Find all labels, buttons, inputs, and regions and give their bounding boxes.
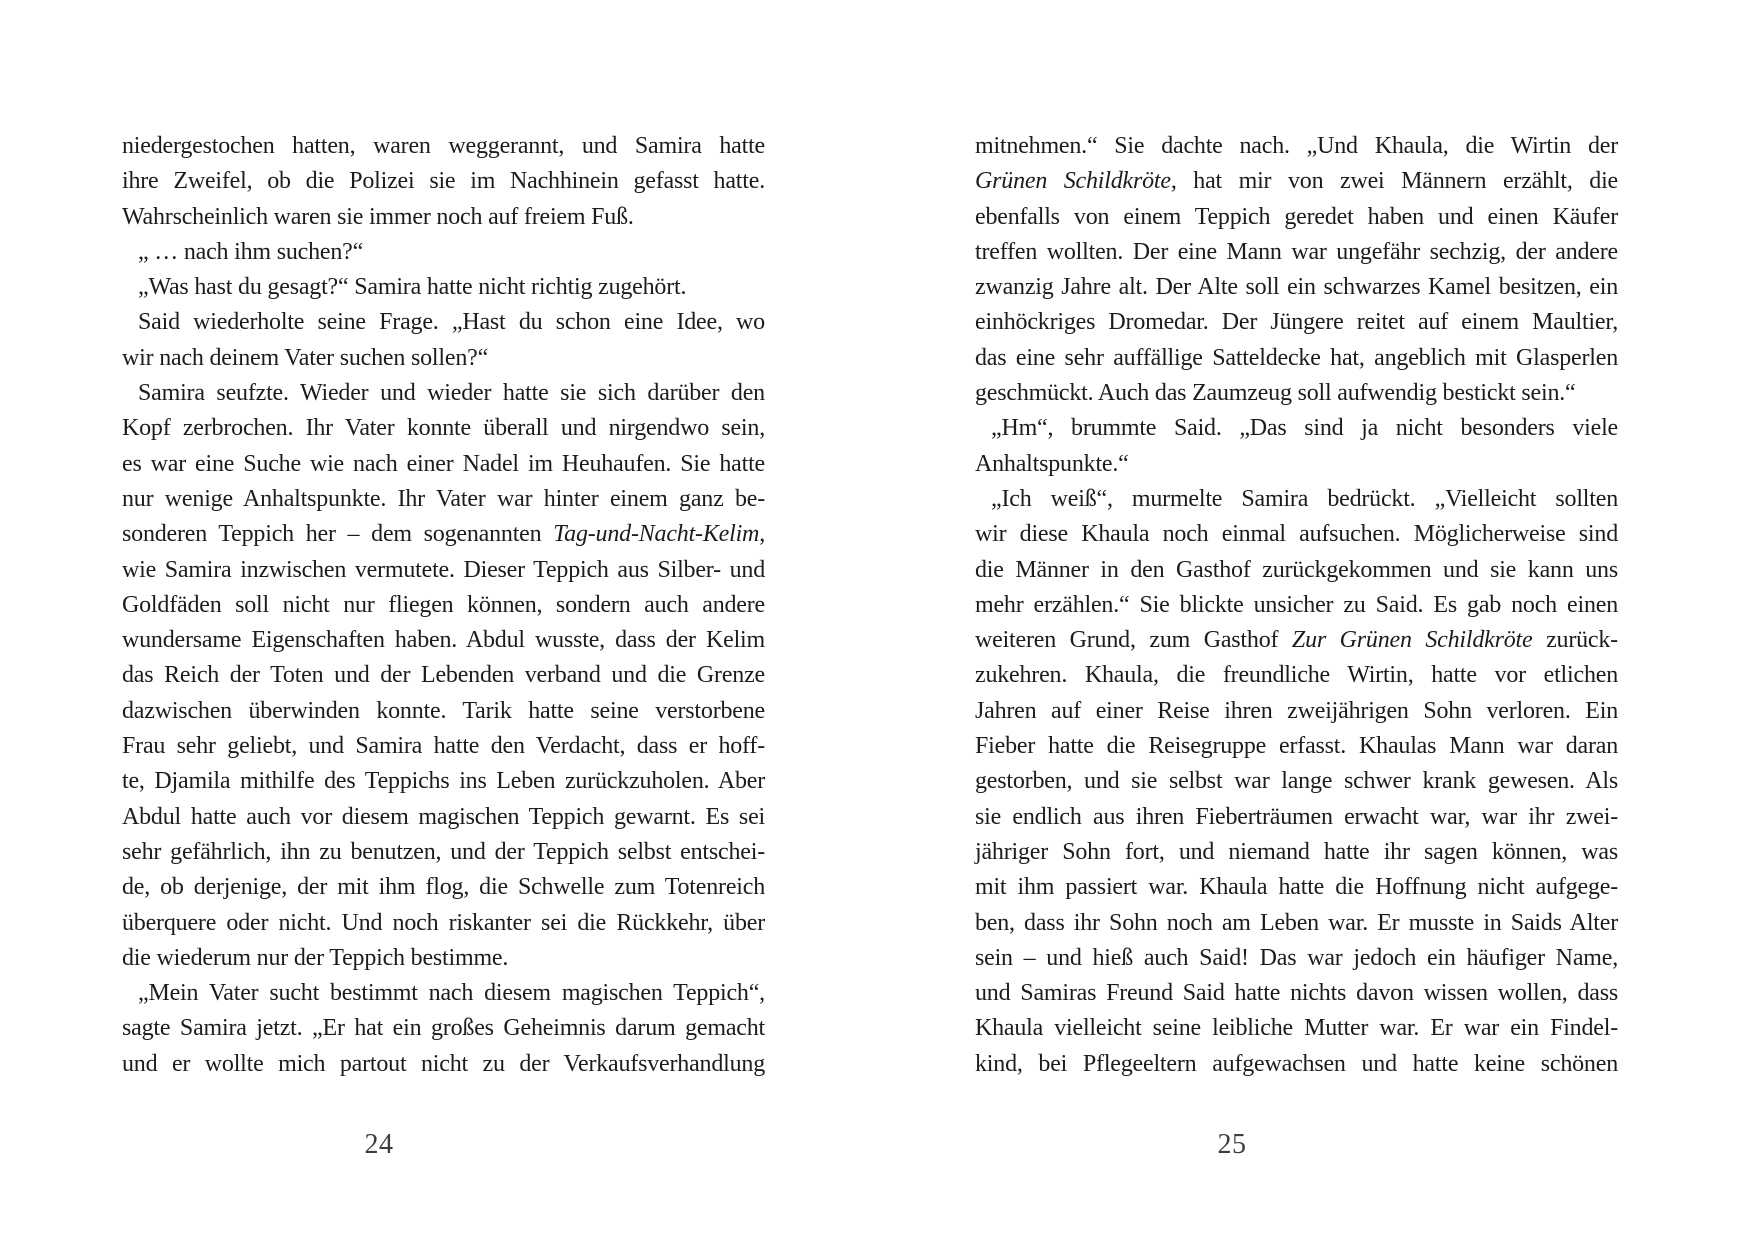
text-line: sagte Samira jetzt. „Er hat ein großes Geheimnis darum gemacht — [122, 1015, 765, 1042]
text-line: jähriger Sohn fort, und niemand hatte ihr sagen können, was — [975, 838, 1618, 865]
text-line: ebenfalls von einem Teppich geredet haben und einen Käufer — [975, 203, 1618, 230]
text-line: zukehren. Khaula, die freundliche Wirtin, hatte vor etlichen — [975, 662, 1618, 689]
text-line: niedergestochen hatten, waren weggerannt, und Samira hatte — [122, 133, 765, 159]
italic-text: Grünen Schildkröte — [975, 168, 1171, 195]
text-line: „ … nach ihm suchen?“ — [138, 238, 364, 265]
text-line: überquere oder nicht. Und noch riskanter sei die Rückkehr, über — [122, 909, 765, 936]
page-right-text-block — [975, 129, 1618, 1082]
text-line: ihre Zweifel, ob die Polizei sie im Nachhinein gefasst hatte. — [122, 168, 765, 195]
text-line: Grünen Schildkröte, hat mir von zwei Männern erzählt, die — [975, 168, 1618, 195]
text-line: „Mein Vater sucht bestimmt nach diesem magischen Teppich“, — [138, 980, 765, 1007]
text-line: „Was hast du gesagt?“ Samira hatte nicht richtig zugehört. — [138, 274, 687, 301]
text-line: wie Samira inzwischen vermutete. Dieser Teppich aus Silber- und — [122, 556, 765, 583]
text-line: einhöckriges Dromedar. Der Jüngere reitet auf einem Maultier, — [975, 309, 1618, 336]
text-line: geschmückt. Auch das Zaumzeug soll aufwendig bestickt sein.“ — [975, 380, 1576, 407]
text-line: die Männer in den Gasthof zurückgekommen und sie kann uns — [975, 556, 1618, 583]
text-line: „Hm“, brummte Said. „Das sind ja nicht besonders viele — [991, 415, 1618, 442]
text-line: weiteren Grund, zum Gasthof Zur Grünen Schildkröte zurück- — [975, 627, 1618, 654]
text-line: sein – und hieß auch Said! Das war jedoch ein häufiger Name, — [975, 944, 1618, 971]
text-line: wir nach deinem Vater suchen sollen?“ — [122, 344, 489, 371]
text-line: Khaula vielleicht seine leibliche Mutter war. Er war ein Findel- — [975, 1015, 1618, 1042]
text-line: gestorben, und sie selbst war lange schwer krank gewesen. Als — [975, 768, 1618, 795]
text-line: und Samiras Freund Said hatte nichts davon wissen wollen, dass — [975, 980, 1618, 1007]
text-line: Jahren auf einer Reise ihren zweijährigen Sohn verloren. Ein — [975, 697, 1618, 724]
text-line: Anhaltspunkte.“ — [975, 450, 1129, 477]
text-line: de, ob derjenige, der mit ihm flog, die Schwelle zum Totenreich — [122, 874, 765, 901]
page-number-left: 24 — [364, 1129, 394, 1160]
text-line: und er wollte mich partout nicht zu der Verkaufsverhandlung — [122, 1050, 765, 1077]
text-line: Said wiederholte seine Frage. „Hast du schon eine Idee, wo — [138, 309, 765, 336]
italic-text: Zur Grünen Schildkröte — [1291, 627, 1533, 654]
text-line: wundersame Eigenschaften haben. Abdul wusste, dass der Kelim — [122, 627, 765, 654]
text-line: Abdul hatte auch vor diesem magischen Teppich gewarnt. Es sei — [122, 803, 765, 830]
text-line: Goldfäden soll nicht nur fliegen können, sondern auch andere — [122, 591, 765, 618]
text-line: te, Djamila mithilfe des Teppichs ins Leben zurückzuholen. Aber — [122, 768, 765, 795]
text-line: kind, bei Pflegeeltern aufgewachsen und hatte keine schönen — [975, 1050, 1618, 1077]
text-line: Wahrscheinlich waren sie immer noch auf freiem Fuß. — [122, 203, 634, 230]
italic-text: Tag-und-Nacht-Kelim — [553, 521, 760, 548]
page-number-right: 25 — [1217, 1129, 1247, 1160]
text-line: Samira seufzte. Wieder und wieder hatte sie sich darüber den — [138, 380, 765, 407]
page-left-text-block — [122, 129, 765, 1082]
text-line: das Reich der Toten und der Lebenden verband und die Grenze — [122, 662, 765, 689]
text-line: Kopf zerbrochen. Ihr Vater konnte überall und nirgendwo sein, — [122, 415, 765, 442]
text-line: mehr erzählen.“ Sie blickte unsicher zu Said. Es gab noch einen — [975, 591, 1618, 618]
text-line: das eine sehr auffällige Satteldecke hat, angeblich mit Glasperlen — [975, 344, 1618, 371]
text-line: treffen wollten. Der eine Mann war ungefähr sechzig, der andere — [975, 238, 1618, 265]
text-line: sonderen Teppich her – dem sogenannten Tag-und-Nacht-Kelim, — [122, 521, 765, 548]
text-line: Frau sehr geliebt, und Samira hatte den Verdacht, dass er hoff- — [122, 733, 765, 760]
text-line: es war eine Suche wie nach einer Nadel im Heuhaufen. Sie hatte — [122, 450, 765, 477]
text-line: nur wenige Anhaltspunkte. Ihr Vater war hinter einem ganz be- — [122, 485, 765, 512]
text-line: sehr gefährlich, ihn zu benutzen, und der Teppich selbst entschei- — [122, 838, 765, 865]
text-line: dazwischen überwinden konnte. Tarik hatte seine verstorbene — [122, 697, 765, 724]
text-line: wir diese Khaula noch einmal aufsuchen. Möglicherweise sind — [975, 521, 1618, 548]
text-line: Fieber hatte die Reisegruppe erfasst. Khaulas Mann war daran — [975, 733, 1618, 760]
text-line: die wiederum nur der Teppich bestimme. — [122, 944, 509, 971]
text-line: mit ihm passiert war. Khaula hatte die Hoffnung nicht aufgege- — [975, 874, 1618, 901]
text-line: zwanzig Jahre alt. Der Alte soll ein schwarzes Kamel besitzen, ein — [975, 274, 1618, 301]
text-line: mitnehmen.“ Sie dachte nach. „Und Khaula, die Wirtin der — [975, 133, 1618, 159]
text-line: sie endlich aus ihren Fieberträumen erwacht war, war ihr zwei- — [975, 803, 1618, 830]
text-line: „Ich weiß“, murmelte Samira bedrückt. „Vielleicht sollten — [991, 485, 1618, 512]
text-line: ben, dass ihr Sohn noch am Leben war. Er musste in Saids Alter — [975, 909, 1618, 936]
